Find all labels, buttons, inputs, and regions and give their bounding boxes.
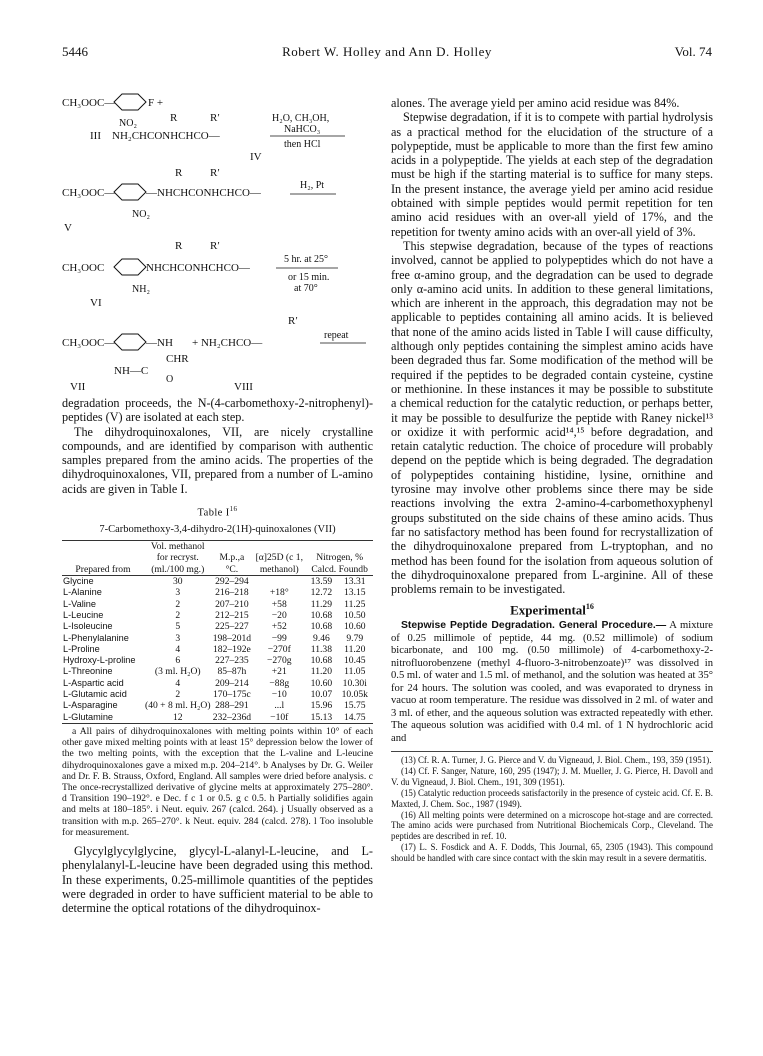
scheme-vi-ester: CH₃OOC xyxy=(62,262,105,274)
table-cell: −99 xyxy=(271,632,287,644)
scheme-v-peptide: —NHCHCONHCHCO— xyxy=(146,187,261,199)
table-cell: −270f xyxy=(267,643,291,655)
scheme-iii-fluoro: F + xyxy=(148,97,164,109)
table-cell: 12.72 xyxy=(310,587,333,599)
reference-item: (17) L. S. Fosdick and A. F. Dodds, This Journal, 65, 2305 (1943). This compound should be handled with care since contact with the skin may result in a severe dermatitis. xyxy=(391,842,713,864)
scheme-rprime-label-3: R′ xyxy=(210,240,220,252)
table-cell: 198–201d xyxy=(212,632,252,644)
left-column xyxy=(62,381,373,916)
cond3-temp: at 70° xyxy=(294,283,318,294)
table-cell: 212–215 xyxy=(215,609,249,621)
scheme-iii-nitro: NO₂ xyxy=(119,118,137,129)
table-cell: L-Asparagine xyxy=(63,700,118,711)
table-row xyxy=(62,621,373,632)
reference-item: (13) Cf. R. A. Turner, J. G. Pierce and V. du Vigneaud, J. Biol. Chem., 193, 359 (1951). xyxy=(401,755,712,766)
table-cell: 182–192e xyxy=(212,643,251,655)
table-cell: 225–227 xyxy=(215,621,249,633)
reaction-scheme xyxy=(62,84,373,384)
table-cell: L-Proline xyxy=(63,643,100,654)
table-cell: +52 xyxy=(271,621,287,633)
paragraph: degradation proceeds, the N-(4-carbomethoxy-2-nitrophenyl)-peptides (V) are isolated at each step. xyxy=(62,396,373,425)
table-cell: 6 xyxy=(175,655,181,667)
table-cell: L-Valine xyxy=(63,598,97,609)
table-cell: 11.38 xyxy=(310,643,333,655)
scheme-label-iii: III xyxy=(90,130,101,142)
table-row xyxy=(62,666,373,677)
scheme-iii-peptide: NH₂CHCONHCHCO— xyxy=(112,130,220,142)
table-cell: 5 xyxy=(175,621,181,633)
cond2-hydrogenation: H₂, Pt xyxy=(300,180,325,191)
table-title: 7-Carbomethoxy-3,4-dihydro-2(1H)-quinoxalones (VII) xyxy=(99,523,336,535)
scheme-vii-oxygen: O xyxy=(166,374,174,384)
cond1-acid: then HCl xyxy=(284,139,321,150)
table-cell: 9.46 xyxy=(313,632,330,644)
table-cell: 292–294 xyxy=(215,576,249,588)
column-header: Vol. methanol for recryst. (ml./100 mg.) xyxy=(144,541,212,576)
table-cell: 15.96 xyxy=(310,700,333,712)
table-cell: 10.68 xyxy=(310,655,333,667)
table-cell: 11.29 xyxy=(310,598,333,610)
table-cell: L-Glutamine xyxy=(62,712,144,724)
table-cell: L-Aspartic acid xyxy=(63,677,124,688)
table-cell: +58 xyxy=(271,598,287,610)
benzene-ring-v xyxy=(114,184,146,200)
table-caption: Table $I^{16}$ xyxy=(197,505,238,519)
scheme-vii-chr: CHR xyxy=(166,353,189,365)
table-cell: −10f xyxy=(252,712,306,724)
table-cell: L-Alanine xyxy=(63,587,102,598)
table-cell: −270g xyxy=(266,655,292,667)
table-cell: 9.79 xyxy=(346,632,364,644)
scheme-label-vi: VI xyxy=(90,297,102,309)
scheme-repeat: repeat xyxy=(324,330,349,341)
table-cell: 10.50 xyxy=(343,609,366,621)
scheme-r-label: R xyxy=(170,112,178,124)
right-column xyxy=(391,96,713,864)
benzene-ring-iii xyxy=(114,94,146,110)
scheme-label-vii: VII xyxy=(70,381,86,393)
table-cell: 85–87h xyxy=(217,666,247,678)
table-row xyxy=(62,689,373,700)
running-title: Robert W. Holley and Ann D. Holley xyxy=(282,44,492,59)
scheme-label-v: V xyxy=(64,222,72,234)
paragraph: Glycylglycylglycine, glycyl-L-alanyl-L-leucine, and L-phenylalanyl-L-leucine have been degraded using this method. In these experiments, 0.25-millimole quantities of the peptides were degraded in order to have sufficient material to be able to determine the optical rotations of the dihydroquinox- xyxy=(62,843,373,916)
table-cell: 4 xyxy=(175,643,181,655)
scheme-rprime-label: R′ xyxy=(210,112,220,124)
table-row xyxy=(62,712,373,724)
table-cell: 4 xyxy=(175,677,181,689)
scheme-vii-nh: —NH xyxy=(146,337,173,349)
volume-number: Vol. 74 xyxy=(674,44,712,59)
table-row xyxy=(62,610,373,621)
table-row xyxy=(62,700,373,711)
table-cell: 30 xyxy=(172,576,183,588)
table-footnotes: a All pairs of dihydroquinoxalones with melting points within 10° of each other gave mixed melting points with at least 15° depression below the lower of the two melting points, with the exception that the L-valine and L-leucine dihydroquinoxalones gave a mixed m.p. 204–214°. b Analyses by Dr. G. Weiler and Dr. F. B. Strauss, Oxford, England. All samples were dried before analysis. c The once-recrystallized derivative of glycine melts at approximately 275–280°. d Transition 190–192°. e Dec. f c 1 or 0.5. g c 0.5. h Partially solidifies again and melts at 180–185°. i Neut. equiv. 267 (calcd. 264). j Usually observed as a transition with m.p. 265–270°. k Neut. equiv. 284 (calcd. 278). l Too insoluble for measurement. xyxy=(62,725,373,838)
reference-item: (14) Cf. F. Sanger, Nature, 160, 295 (1947); J. M. Mueller, J. G. Pierce, H. Davoll and V. du Vigneaud, J. Biol. Chem., 191, 309 (1951). xyxy=(391,765,713,787)
table-cell: (40 + 8 ml. H₂O) xyxy=(145,700,211,712)
table-cell: 10.68 xyxy=(310,621,333,633)
column-header: Nitrogen, % Calcd. Foundb xyxy=(306,541,373,576)
scheme-vi-peptide: NHCHCONHCHCO— xyxy=(146,262,250,274)
scheme-iii-ester: CH₃OOC— xyxy=(62,97,116,109)
table-cell: −10 xyxy=(271,689,287,701)
cond1-base: NaHCO₃ xyxy=(284,124,321,135)
scheme-label-iv: IV xyxy=(250,151,262,163)
table-cell: 11.20 xyxy=(344,643,366,655)
table-cell: 2 xyxy=(175,609,181,621)
table-cell: 209–214 xyxy=(215,677,249,689)
paragraph: alones. The average yield per amino acid residue was 84%. xyxy=(391,96,680,110)
paragraph: This stepwise degradation, because of the types of reactions involved, cannot be applied to polypeptides which do not have a free α-amino group, and the degradation can be used to degrade only α-amino acid units. In addition to these general limitations, which are inherent in the approach, this degradation may not be applicable to peptides containing all amino acids. It is believed that none of the amino acids listed in Table I will cause difficulty, although only peptides containing the simplest amino acids have been degraded thus far. Some modification of the method will be required if the peptides to be degraded contain cysteine, cystine or methionine. In these instances it may be possible to substitute a chemical reduction for the catalytic reduction, or perhaps better, it may be possible to desulfurize the peptide with Raney nickel¹³ or oxidize it with performic acid¹⁴,¹⁵ before degradation, and retain catalytic reduction. The choice of procedure will probably depend on the peptide which is being degraded. The degradation of polypeptides containing histidine, lysine, ornithine and tyrosine may involve other problems since there may be side reactions involving the extra 2-amino-4-carbomethoxyphenyl groups substituted on the side chains of these amino acids. Thus far no satisfactory method has been found for recrystallization of the dihydroquinoxalone prepared from L-tryptophan, and no method has been found for the isolation from aqueous solution of the dihydroquinoxalone prepared from L-arginine. All of these problems remain to be investigated. xyxy=(391,238,713,597)
table-cell: −20 xyxy=(271,609,287,621)
cond3-time: 5 hr. at 25° xyxy=(284,254,328,265)
table-dihydroquinoxalones xyxy=(62,540,373,724)
experimental-text xyxy=(391,620,713,745)
table-cell: 11.05 xyxy=(344,666,366,678)
scheme-rprime-label-4: R′ xyxy=(288,315,298,327)
table-cell: 207–210 xyxy=(215,598,249,610)
table-cell: 10.60 xyxy=(343,621,366,633)
scheme-vi-amine: NH₂ xyxy=(132,284,150,295)
scheme-r-label-3: R xyxy=(175,240,183,252)
table-cell: +21 xyxy=(271,666,287,678)
table-cell: 13.15 xyxy=(343,587,366,599)
column-header: M.p.,a °C. xyxy=(212,541,253,576)
table-cell xyxy=(252,576,306,588)
table-cell: (3 ml. H₂O) xyxy=(154,666,201,678)
table-cell: 10.68 xyxy=(310,609,333,621)
table-cell: −88g xyxy=(269,677,290,689)
scheme-v-ester: CH₃OOC— xyxy=(62,187,116,199)
table-cell: L-Glutamic acid xyxy=(63,689,127,700)
cond3-alt: or 15 min. xyxy=(288,272,330,283)
table-cell: 10.45 xyxy=(343,655,366,667)
table-cell: L-Phenylalanine xyxy=(63,632,129,643)
table-cell: 2 xyxy=(175,598,181,610)
reference-item: (16) All melting points were determined on a microscope hot-stage and are corrected. The amino acids were purchased from Nutritional Biochemicals Corp., Cleveland. The peptides are described in ref. 10. xyxy=(391,809,713,842)
table-cell: 232–236d xyxy=(212,711,252,723)
table-row xyxy=(62,576,373,588)
table-row xyxy=(62,587,373,598)
table-cell: 13.59 xyxy=(310,576,333,588)
column-header: Prepared from xyxy=(62,541,144,576)
table-cell: 15.13 xyxy=(306,712,336,724)
table-cell: 10.30i xyxy=(342,677,367,689)
scheme-v-nitro: NO₂ xyxy=(132,209,150,220)
scheme-rprime-label-2: R′ xyxy=(210,167,220,179)
references xyxy=(391,751,713,864)
procedure-text: A mixture of 0.25 millimole of peptide, 44 mg. (0.52 millimole) of sodium bicarbonate, and 100 mg. (0.50 millimole) of 4-carbomethoxy-2-nitrofluorobenzene (methyl 4-fluoro-3-nitrobenzoate)¹⁷ was dissolved in 0.5 ml. of water and 1.5 ml. of methanol, and the solution was heated at 35° for 24 hours. The solution was cooled, and was evaporated to dryness in vacuo at room temperature. The residue was dissolved in 2 ml. of water and 3 ml. of ether, and the aqueous solution was extracted repeatedly with ether. The aqueous solution was acidified with 0.4 ml. of 1 N hydrochloric acid and xyxy=(391,620,713,744)
table-cell: ...l xyxy=(274,700,285,712)
table-cell: 13.31 xyxy=(343,576,366,588)
table-cell: 14.75 xyxy=(337,712,373,724)
cond1-solvent: H₂O, CH₃OH, xyxy=(272,113,330,124)
table-cell: L-Isoleucine xyxy=(63,621,113,632)
scheme-vii-ester: CH₃OOC— xyxy=(62,337,116,349)
paragraph: The dihydroquinoxalones, VII, are nicely crystalline compounds, and are identified by comparison with authentic samples prepared from the amino acids. The properties of the dihydroquinoxalones, VII, prepared from a number of L-amino acids are given in Table I. xyxy=(62,424,373,496)
scheme-viii: + NH₂CHCO— xyxy=(192,337,263,349)
table-cell: 216–218 xyxy=(215,587,249,599)
procedure-heading: Stepwise Peptide Degradation. General Procedure.— xyxy=(401,620,667,632)
table-cell: 12 xyxy=(144,712,212,724)
benzene-ring-vii xyxy=(114,334,146,350)
table-cell: +18° xyxy=(269,587,289,599)
table-cell: Hydroxy-L-proline xyxy=(63,655,136,666)
scheme-vii-nhc: NH—C xyxy=(114,365,149,377)
table-row xyxy=(62,599,373,610)
table-cell: 10.07 xyxy=(310,689,333,701)
table-row xyxy=(62,633,373,644)
table-row xyxy=(62,655,373,666)
scheme-label-viii: VIII xyxy=(234,381,253,393)
table-cell: 2 xyxy=(175,689,181,701)
scheme-r-label-2: R xyxy=(175,167,183,179)
column-header: [α]25D (c 1, methanol) xyxy=(252,541,306,576)
table-cell: L-Threonine xyxy=(63,666,113,677)
table-cell: 11.25 xyxy=(344,598,366,610)
table-cell: 10.05k xyxy=(341,689,368,701)
table-row xyxy=(62,678,373,689)
paragraph: Stepwise degradation, if it is to compete with partial hydrolysis as a practical method for the elucidation of the structure of a polypeptide, must be applicable to more than the first few amino acids in a polypeptide. The yields at each step of the degradation must be high if the starting material is to suffice for many steps. In the present instance, the average yield per amino acid residue obtained with simple peptides would permit repetition for ten amino acid residues with an over-all yield of 17%, and the repetition for twenty amino acids with an over-all yield of 3%. xyxy=(391,110,713,239)
table-cell: 10.60 xyxy=(310,677,333,689)
table-row xyxy=(62,644,373,655)
section-heading-experimental: Experimental$^{16}$ xyxy=(510,602,594,618)
table-cell: 227–235 xyxy=(215,655,249,667)
table-cell: 11.20 xyxy=(310,666,333,678)
benzene-ring-vi xyxy=(114,259,146,275)
table-cell: Glycine xyxy=(63,576,94,587)
table-cell: 170–175c xyxy=(212,689,251,701)
page-number: 5446 xyxy=(62,44,88,59)
table-cell: 15.75 xyxy=(343,700,366,712)
running-header xyxy=(62,44,712,64)
table-cell: L-Leucine xyxy=(63,609,104,620)
table-cell: 3 xyxy=(175,632,181,644)
table-cell: 288–291 xyxy=(215,700,249,712)
reference-item: (15) Catalytic reduction proceeds satisfactorily in the presence of cysteic acid. Cf. E. B. Maxted, J. Chem. Soc., 1987 (1949). xyxy=(391,787,713,809)
table-cell: 3 xyxy=(175,587,181,599)
